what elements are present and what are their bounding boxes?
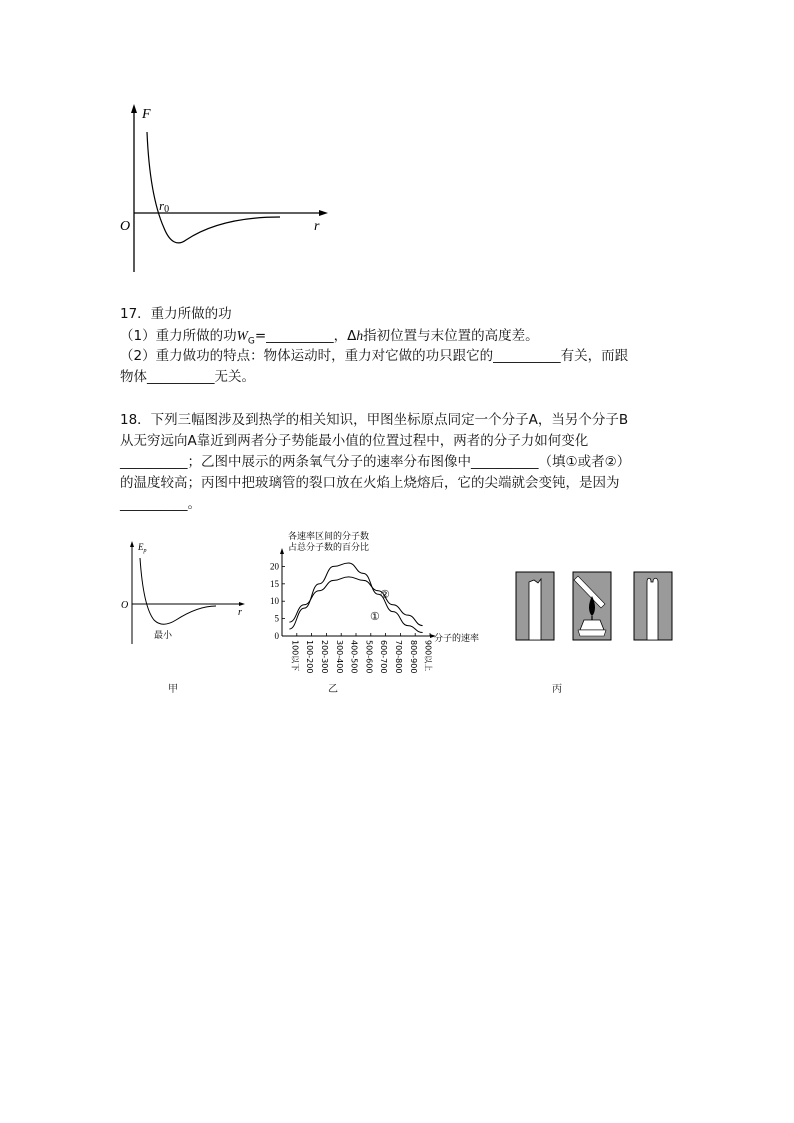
r0-label: r0 xyxy=(159,198,170,215)
yi-y-tick-label: 10 xyxy=(270,596,279,607)
yi-x-tick-label: 100-200 xyxy=(305,640,315,674)
yi-y-tick-label: 0 xyxy=(274,631,279,641)
yi-series xyxy=(289,563,422,633)
yi-series-label-2: ② xyxy=(380,589,390,601)
yi-series-line-1 xyxy=(289,563,422,633)
fig-jia-caption: 甲 xyxy=(168,684,178,695)
x-axis-arrow xyxy=(319,210,328,216)
q17-title: 17．重力所做的功 xyxy=(120,306,232,322)
yi-x-tick-label: 800-900 xyxy=(408,640,418,674)
yi-x-tick-label: 500-600 xyxy=(364,640,374,674)
jia-y-label: $E_p$ xyxy=(138,542,147,554)
q17-line1-a: （1）重力所做的功 xyxy=(120,328,237,344)
q17-w-sub: G xyxy=(247,336,255,347)
q18-line5: __________。 xyxy=(120,496,201,512)
jia-potential-curve xyxy=(140,558,216,624)
q17-line1-c: 指初位置与末位置的高度差。 xyxy=(363,328,539,344)
yi-x-tick-label: 700-800 xyxy=(394,640,403,674)
yi-y-axis-arrow xyxy=(280,548,284,554)
jia-x-axis-arrow xyxy=(239,602,245,606)
bing-lamp xyxy=(580,620,604,630)
yi-y-tick-label: 15 xyxy=(270,578,279,589)
force-distance-graph xyxy=(112,100,334,280)
yi-y-ticks xyxy=(270,561,285,641)
x-axis-label: r xyxy=(314,219,320,234)
q18-line2: 从无穷远向A靠近到两者分子势能最小值的位置过程中，两者的分子力如何变化 xyxy=(120,433,589,449)
fig-bing-glass-tube-diagram xyxy=(512,570,674,644)
yi-axes xyxy=(280,548,436,638)
yi-ylabel-line2: 占总分子数的百分比 xyxy=(288,543,370,553)
fig-yi-caption: 乙 xyxy=(328,684,338,695)
q17-h: h xyxy=(356,328,364,343)
y-axis-arrow xyxy=(131,104,137,113)
yi-x-tick-label: 200-300 xyxy=(320,640,329,674)
jia-y-axis-arrow xyxy=(130,541,134,547)
fig-jia-potential-graph xyxy=(118,538,248,648)
q17-line2: （2）重力做功的特点：物体运动时，重力对它做的功只跟它的__________有关，而跟 xyxy=(120,348,629,364)
fig-bing-caption: 丙 xyxy=(552,684,562,695)
bing-broken-tube xyxy=(529,579,541,640)
yi-x-tick-label: 900以上 xyxy=(423,640,433,672)
q17-line1-b: =__________， xyxy=(254,328,348,344)
fig-yi-speed-distribution-chart xyxy=(262,528,492,678)
q18-line3: __________；乙图中展示的两条氧气分子的速率分布图像中__________（填①或者②） xyxy=(120,454,631,470)
yi-x-ticks xyxy=(290,633,433,673)
q17-delta: Δ xyxy=(347,328,357,344)
yi-x-tick-label: 100以下 xyxy=(290,640,300,672)
q17-w: W xyxy=(236,328,248,343)
yi-y-tick-label: 20 xyxy=(270,561,279,572)
yi-x-tick-label: 600-700 xyxy=(379,640,389,674)
jia-min-label: 最小 xyxy=(154,631,173,641)
force-curve xyxy=(147,132,280,243)
q18-line1: 18．下列三幅图涉及到热学的相关知识，甲图坐标原点同定一个分子A，当另个分子B xyxy=(120,412,629,428)
yi-x-tick-label: 300-400 xyxy=(334,640,344,674)
bing-lamp-base xyxy=(578,630,606,636)
yi-x-tick-label: 400-500 xyxy=(349,640,359,674)
yi-series-line-2 xyxy=(289,577,422,626)
yi-y-tick-label: 5 xyxy=(274,613,279,624)
bing-rounded-tube xyxy=(647,578,658,640)
yi-ylabel-line1: 各速率区间的分子数 xyxy=(288,532,370,542)
y-axis-label: F xyxy=(142,107,151,122)
origin-label: O xyxy=(120,219,131,234)
jia-x-label: r xyxy=(238,607,242,618)
jia-origin-label: O xyxy=(121,600,129,611)
q18-line4: 的温度较高；丙图中把玻璃管的裂口放在火焰上烧熔后，它的尖端就会变钝，是因为 xyxy=(120,475,620,491)
yi-series-label-1: ① xyxy=(370,611,380,623)
q17-line3: 物体__________无关。 xyxy=(120,369,255,385)
yi-xlabel: 分子的速率 xyxy=(434,634,480,644)
